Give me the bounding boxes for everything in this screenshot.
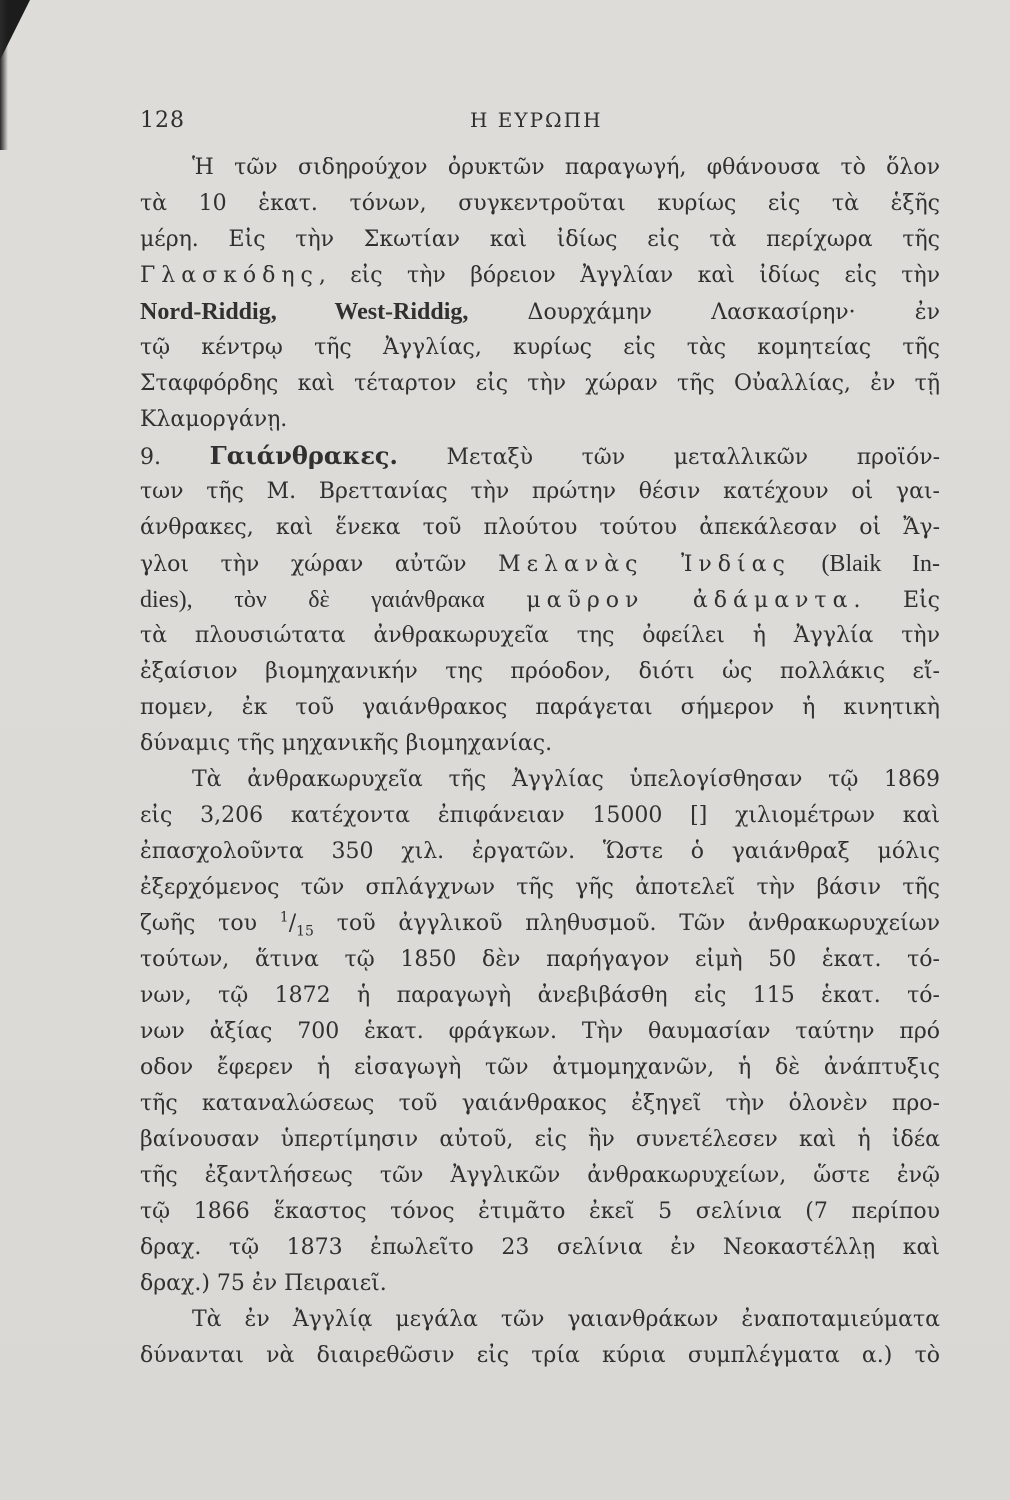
text-line: νων, τῷ 1872 ἡ παραγωγὴ ἀνεβιβάσθη εἰς 115 ἑκατ. τό-	[140, 983, 940, 1008]
text-line: τούτων, ἅτινα τῷ 1850 δὲν παρήγαγον εἰμὴ 50 ἑκατ. τό-	[140, 947, 940, 972]
text-line: ἐξερχόμενος τῶν σπλάγχνων τῆς γῆς ἀποτελεῖ τὴν βάσιν τῆς	[140, 875, 940, 900]
spaced-phrase: Μελανὰς Ἰνδίας	[498, 552, 791, 577]
text-span: Μεταξὺ τῶν μεταλλικῶν προϊόν-	[397, 445, 940, 470]
text-line: εἰς 3,206 κατέχοντα ἐπιφάνειαν 15000 [] χιλιομέτρων καὶ	[140, 803, 940, 828]
text-line: Κλαμοργάνῃ.	[140, 407, 288, 432]
text-line: δύνανται νὰ διαιρεθῶσιν εἰς τρία κύρια συμπλέγματα α.) τὸ	[140, 1343, 940, 1368]
text-line: βαίνουσαν ὑπερτίμησιν αὐτοῦ, εἰς ἣν συνετέλεσεν καὶ ἡ ἰδέα	[140, 1127, 940, 1152]
text-span: , εἰς τὴν βόρειον Ἀγγλίαν καὶ ἰδίως εἰς τὴν	[318, 263, 940, 288]
page-header	[140, 108, 940, 138]
text-line: δραχ. τῷ 1873 ἐπωλεῖτο 23 σελίνια ἐν Νεοκαστέλλῃ καὶ	[140, 1235, 940, 1260]
text-line: άνθρακες, καὶ ἕνεκα τοῦ πλούτου τούτου ἀπεκάλεσαν οἱ Ἄγ-	[140, 515, 940, 540]
section-heading: Γαιάνθρακες.	[209, 441, 398, 470]
paragraph-iron-ore	[140, 150, 940, 438]
text-span: τοῦ ἀγγλικοῦ πληθυσμοῦ. Τῶν ἀνθρακωρυχείων	[313, 911, 940, 936]
text-line	[140, 906, 940, 942]
text-line: δραχ.) 75 ἐν Πειραιεῖ.	[140, 1271, 387, 1296]
fraction-numerator: 1	[279, 909, 289, 926]
text-line: Τὰ ἀνθρακωρυχεῖα τῆς Ἀγγλίας ὑπελογίσθησαν τῷ 1869	[192, 767, 940, 792]
text-span: Δουρχάμην Λασκασίρην· ἐν	[468, 300, 940, 325]
text-line: Τὰ ἐν Ἀγγλίᾳ μεγάλα τῶν γαιανθράκων ἐναποταμιεύματα	[192, 1307, 940, 1332]
text-line: τῷ κέντρῳ τῆς Ἀγγλίας, κυρίως εἰς τὰς κομητείας τῆς	[140, 335, 940, 360]
text-span: ζωῆς του	[140, 911, 280, 936]
text-line: τῆς καταναλώσεως τοῦ γαιάνθρακος ἐξηγεῖ τὴν ὁλονὲν προ-	[140, 1091, 940, 1116]
text-line: ἐξαίσιον βιομηχανικήν της πρόοδον, διότι ὡς πολλάκις εἴ-	[140, 659, 940, 684]
text-line: τῷ 1866 ἕκαστος τόνος ἐτιμᾶτο ἐκεῖ 5 σελίνια (7 περίπου	[140, 1199, 940, 1224]
latin-phrase: dies), τὸν δὲ γαιάνθρακα	[140, 587, 527, 613]
body-text	[140, 150, 940, 1374]
text-line	[140, 258, 940, 294]
paragraph-coal-deposits	[140, 1302, 940, 1374]
text-line: Ἡ τῶν σιδηρούχον ὀρυκτῶν παραγωγή, φθάνουσα τὸ ὅλον	[192, 155, 940, 180]
latin-phrase: (Blaik In-	[790, 551, 940, 577]
text-line: τῆς ἐξαντλήσεως τῶν Ἀγγλικῶν ἀνθρακωρυχείων, ὥστε ἐνῷ	[140, 1163, 940, 1188]
text-line	[140, 438, 940, 474]
latin-place-names: Nord-Riddig, West-Riddig,	[140, 299, 469, 325]
fraction-slash: /	[288, 911, 297, 936]
page-number: 128	[140, 108, 185, 133]
text-line	[140, 546, 940, 582]
text-line: οδον ἔφερεν ἡ εἰσαγωγὴ τῶν ἀτμομηχανῶν, ἡ δὲ ἀνάπτυξις	[140, 1055, 940, 1080]
text-line	[140, 294, 940, 330]
text-line: τὰ πλουσιώτατα ἀνθρακωρυχεῖα της ὀφείλει ἡ Ἀγγλία τὴν	[140, 623, 940, 648]
text-line: Σταφφόρδης καὶ τέταρτον εἰς τὴν χώραν τῆς Οὐαλλίας, ἐν τῇ	[140, 371, 940, 396]
paragraph-coal-mines	[140, 762, 940, 1302]
spaced-place-name: Γλασκόδης	[140, 263, 319, 288]
spaced-phrase: μαῦρον ἀδάμαντα	[526, 588, 854, 613]
text-span: . Εἰς	[853, 588, 940, 613]
text-line: πομεν, ἐκ τοῦ γαιάνθρακος παράγεται σήμερον ἡ κινητικὴ	[140, 695, 940, 720]
text-line: τὰ 10 ἑκατ. τόνων, συγκεντροῦται κυρίως εἰς τὰ ἑξῆς	[140, 191, 940, 216]
text-line: των τῆς Μ. Βρεττανίας τὴν πρώτην θέσιν κατέχουν οἱ γαι-	[140, 479, 940, 504]
text-line: μέρη. Εἰς τὴν Σκωτίαν καὶ ἰδίως εἰς τὰ περίχωρα τῆς	[140, 227, 940, 252]
fraction-denominator: 15	[296, 923, 314, 940]
running-head: Η ΕΥΡΩΠΗ	[470, 108, 603, 132]
section-number: 9.	[140, 445, 161, 470]
text-line: δύναμις τῆς μηχανικῆς βιομηχανίας.	[140, 731, 553, 756]
text-line	[140, 582, 940, 618]
scan-edge-shadow	[0, 0, 8, 150]
paragraph-coal	[140, 438, 940, 762]
text-span: γλοι τὴν χώραν αὐτῶν	[140, 552, 499, 577]
text-line: νων ἀξίας 700 ἑκατ. φράγκων. Τὴν θαυμασίαν ταύτην πρό	[140, 1019, 940, 1044]
text-line: ἐπασχολοῦντα 350 χιλ. ἐργατῶν. Ὥστε ὁ γαιάνθραξ μόλις	[140, 839, 940, 864]
